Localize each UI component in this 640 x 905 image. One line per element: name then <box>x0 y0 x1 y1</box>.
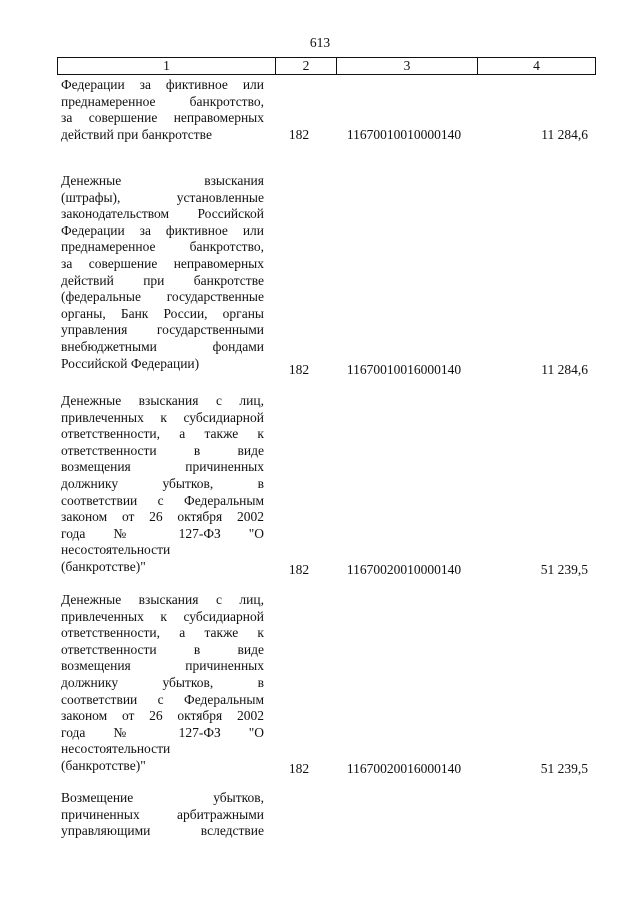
page-number: 613 <box>309 35 331 50</box>
row-4-line-10: несостоятельности <box>61 741 171 757</box>
row-1-line-3: за совершение неправомерных <box>61 110 264 126</box>
row-2-line-2: (штрафы), установленные <box>61 189 264 205</box>
row-1-line-4: действий при банкротстве <box>61 126 212 142</box>
row-5-line-3: управляющими вследствие <box>61 823 264 839</box>
row-4-line-2: привлеченных к субсидиарной <box>61 608 264 624</box>
row-2-line-12: Российской Федерации) <box>61 355 200 371</box>
row-3-line-4: ответственности в виде <box>61 442 264 458</box>
row-3-line-9: года № 127-ФЗ "О <box>61 525 264 541</box>
row-2-amount: 11 284,6 <box>541 362 588 377</box>
row-4-line-1: Денежные взыскания с лиц, <box>61 592 264 607</box>
row-4-line-7: соответствии с Федеральным <box>61 691 264 707</box>
row-4-line-5: возмещения причиненных <box>61 658 264 674</box>
header-col-3: 3 <box>337 58 478 75</box>
row-3-description <box>61 393 264 576</box>
table-header <box>57 57 596 75</box>
row-2-line-11: внебюджетными фондами <box>61 338 264 354</box>
row-1-amount: 11 284,6 <box>541 127 588 142</box>
row-5-line-2: причиненных арбитражными <box>61 806 264 822</box>
row-4-kbk: 11670020016000140 <box>346 761 462 776</box>
row-2-line-7: действий при банкротстве <box>61 272 264 288</box>
row-2-line-1: Денежные взыскания <box>61 173 264 188</box>
row-1-description <box>61 77 264 143</box>
header-col-2: 2 <box>276 58 337 75</box>
row-3-code: 182 <box>288 562 310 577</box>
row-3-kbk: 11670020010000140 <box>346 562 462 577</box>
row-1-line-2: преднамеренное банкротство, <box>61 93 264 109</box>
row-3-amount: 51 239,5 <box>540 562 588 577</box>
header-col-4: 4 <box>478 58 596 75</box>
row-4-amount: 51 239,5 <box>540 761 588 776</box>
row-2-kbk: 11670010016000140 <box>346 362 462 377</box>
row-2-line-8: (федеральные государственные <box>61 289 264 305</box>
row-3-line-2: привлеченных к субсидиарной <box>61 409 264 425</box>
row-4-line-6: должнику убытков, в <box>61 674 264 690</box>
row-4-code: 182 <box>288 761 310 776</box>
row-2-line-6: за совершение неправомерных <box>61 255 264 271</box>
row-2-line-5: преднамеренное банкротство, <box>61 239 264 255</box>
row-2-line-9: органы, Банк России, органы <box>61 305 264 321</box>
row-4-line-11: (банкротстве)" <box>61 757 146 773</box>
row-5-line-1: Возмещение убытков, <box>61 790 264 805</box>
row-3-line-6: должнику убытков, в <box>61 475 264 491</box>
row-3-line-8: законом от 26 октября 2002 <box>61 509 264 525</box>
row-1-line-1: Федерации за фиктивное или <box>61 77 264 92</box>
row-4-line-3: ответственности, а также к <box>61 625 264 641</box>
row-2-line-3: законодательством Российской <box>61 206 264 222</box>
row-2-line-10: управления государственными <box>61 322 264 338</box>
row-3-line-3: ответственности, а также к <box>61 426 264 442</box>
row-4-line-8: законом от 26 октября 2002 <box>61 708 264 724</box>
row-3-line-10: несостоятельности <box>61 542 171 558</box>
row-3-line-5: возмещения причиненных <box>61 459 264 475</box>
row-2-description <box>61 173 264 372</box>
row-3-line-7: соответствии с Федеральным <box>61 492 264 508</box>
row-2-line-4: Федерации за фиктивное или <box>61 222 264 238</box>
header-col-1: 1 <box>58 58 276 75</box>
row-4-description <box>61 592 264 775</box>
row-5-description <box>61 790 264 840</box>
row-1-kbk: 11670010010000140 <box>346 127 462 142</box>
row-3-line-1: Денежные взыскания с лиц, <box>61 393 264 408</box>
row-3-line-11: (банкротстве)" <box>61 558 146 574</box>
row-4-line-9: года № 127-ФЗ "О <box>61 724 264 740</box>
header-row <box>58 58 596 75</box>
row-4-line-4: ответственности в виде <box>61 641 264 657</box>
row-2-code: 182 <box>288 362 310 377</box>
row-1-code: 182 <box>288 127 310 142</box>
